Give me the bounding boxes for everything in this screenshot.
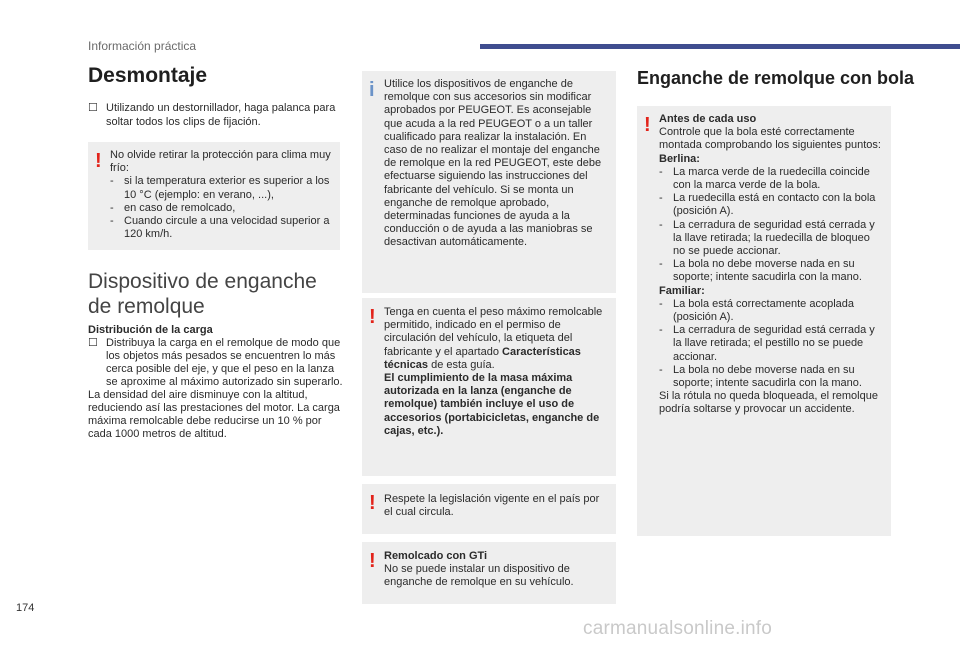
list-item: - Cuando circule a una velocidad superior a 120 km/h. (110, 215, 330, 241)
checkbox-bullet-icon: ☐ (88, 102, 98, 114)
list-item: - La ruedecilla está en contacto con la bola (posición A). (659, 192, 876, 218)
section-subtitle: Distribución de la carga (88, 324, 213, 336)
watermark: carmanualsonline.info (583, 618, 773, 639)
list-item: - en caso de remolcado, (110, 201, 236, 214)
warning-box-ball-hitch: ! Antes de cada uso Controle que la bola esté correctamente montada comprobando los siguientes puntos: Berlina: - La marca verde de la ruedecilla coincide con la marca verde de la bola. - La ruedecilla está en contacto con la bola (posición A). - La cerradura de seguridad está cerrada y la llave retirada; la ruedecilla de bloqueo no se puede accionar. - La bola no debe moverse nada en su soporte; intente sacudirla con la mano. Familiar: - La bola está correctamente acoplada (posición A). - La cerradura de seguridad está cerrada y la llave retirada; el pestillo no se puede accionar. - La bola no debe moverse nada en su soporte; intente sacudirla con la mano. Si la rótula no queda bloqueada, el remolque podría soltarse y provocar un accidente. (637, 106, 891, 536)
warning-icon: ! (369, 492, 376, 514)
running-header: Información práctica (88, 39, 197, 53)
warning-icon: ! (369, 550, 376, 572)
warning-intro: No olvide retirar la protección para clima muy frío: (110, 149, 331, 175)
warning-box-gti: ! Remolcado con GTi No se puede instalar un dispositivo de enganche de remolque en su vehículo. (362, 542, 616, 604)
info-box-accessories: i Utilice los dispositivos de enganche de remolque con sus accesorios sin modificar aprobados por PEUGEOT. Es aconsejable que acuda a la red PEUGEOT o a un taller cualificado para realizar la instalación. En caso de no realizar el montaje del enganche de remolque en la red PEUGEOT, este debe efectuarse siguiendo las instrucciones del fabricante del vehículo. Si se monta un enganche de remolque aprobado, determinadas funciones de ayuda a la conducción o de ayuda a las maniobras se desactivan automáticamente. (362, 71, 616, 293)
warning-icon: ! (644, 114, 651, 136)
desmontaje-bullet: ☐ Utilizando un destornillador, haga palanca para soltar todos los clips de fijación. (88, 102, 336, 128)
list-item: - La cerradura de seguridad está cerrada y la llave retirada; la ruedecilla de bloqueo no se puede accionar. (659, 218, 875, 258)
list-item: - La bola no debe moverse nada en su soporte; intente sacudirla con la mano. (659, 258, 862, 284)
list-item: - La bola no debe moverse nada en su soporte; intente sacudirla con la mano. (659, 363, 862, 390)
list-item: - si la temperatura exterior es superior a los 10 °C (ejemplo: en verano, ...), (110, 175, 330, 201)
warning-box-weight: ! Tenga en cuenta el peso máximo remolcable permitido, indicado en el permiso de circulación del vehículo, la etiqueta del fabricante y el apartado Características técnicas de esta guía. El cumplimiento de la masa máxima autorizada en la lanza (enganche de remolque) también incluye el uso de accesorios (portabicicletas, enganche de cajas, etc.). (362, 298, 616, 476)
warning-icon: ! (95, 150, 102, 172)
altitude-paragraph: La densidad del aire disminuye con la altitud, reduciendo así las prestaciones del motor. La carga máxima remolcable debe reducirse un 10 % por cada 1000 metros de altitud. (88, 389, 340, 440)
header-bar (480, 44, 960, 49)
warning-box-climate (88, 142, 340, 250)
dispositivo-section (88, 324, 343, 441)
desmontaje-title: Desmontaje (88, 64, 208, 87)
warning-icon: ! (369, 306, 376, 328)
list-item: - La cerradura de seguridad está cerrada y la llave retirada; el pestillo no se puede accionar. (659, 324, 875, 363)
list-item: - La marca verde de la ruedecilla coincide con la marca verde de la bola. (659, 165, 870, 192)
warning-box-law: ! Respete la legislación vigente en el país por el cual circula. (362, 484, 616, 534)
page-number: 174 (16, 602, 35, 614)
enganche-title: Enganche de remolque con bola (637, 68, 915, 88)
load-bullet: ☐ Distribuya la carga en el remolque de modo que los objetos más pesados se encuentren lo más cerca posible del eje, y que el peso en la lanza se aproxime al máximo autorizado sin superarlo. (88, 337, 343, 388)
info-icon: i (369, 79, 375, 101)
checkbox-bullet-icon: ☐ (88, 337, 98, 349)
dispositivo-title: Dispositivo de enganche de remolque (88, 270, 317, 318)
list-item: - La bola está correctamente acoplada (posición A). (659, 297, 855, 324)
